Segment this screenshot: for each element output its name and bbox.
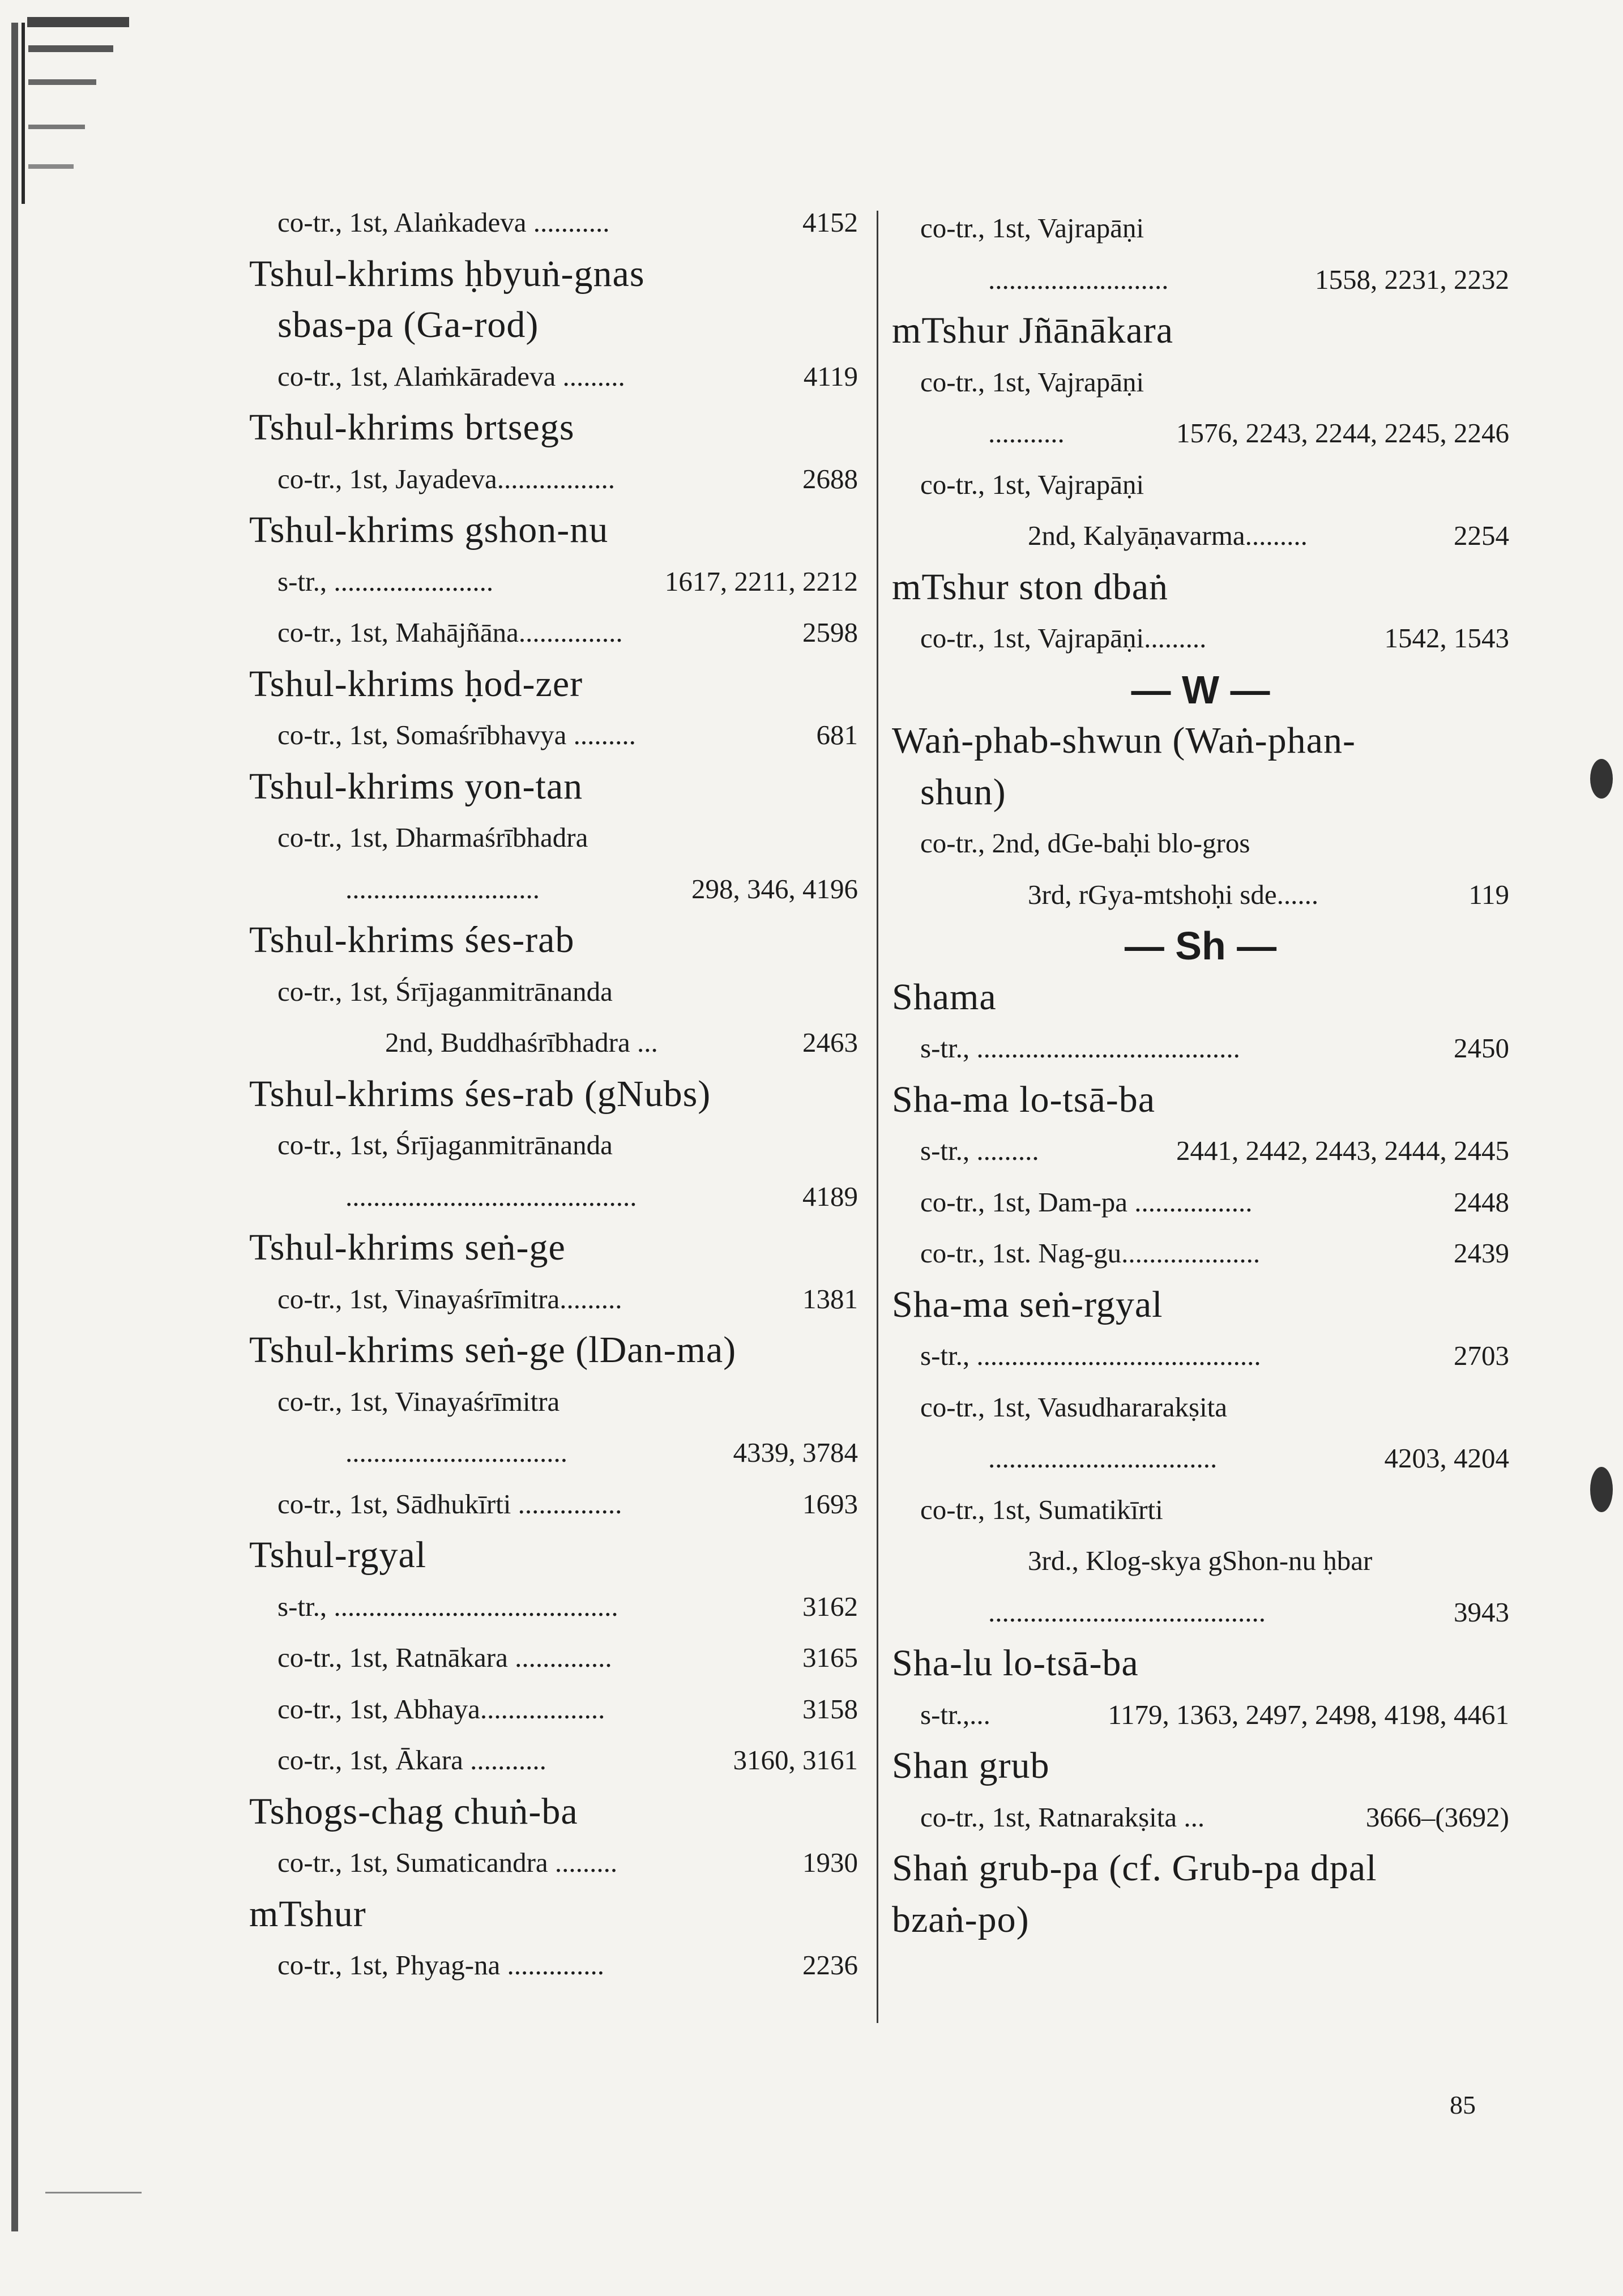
index-entry-detail <box>249 711 858 759</box>
entry-text: co-tr., 1st, Vajrapāṇi <box>920 212 1144 244</box>
entry-text: Sha-lu lo-tsā-ba <box>892 1642 1139 1684</box>
entry-text: s-tr., ......................................... <box>920 1340 1261 1371</box>
index-entry-detail <box>249 865 858 914</box>
entry-text: Tshul-khrims ḥbyuṅ-gnas <box>249 253 645 295</box>
entry-text: mTshur ston dbaṅ <box>892 566 1169 608</box>
index-entry-heading <box>249 1223 858 1272</box>
entry-text: co-tr., 1st, Ākara ........... <box>277 1744 546 1776</box>
index-entry-detail <box>892 358 1509 407</box>
index-entry-detail <box>892 1434 1509 1483</box>
entry-text: co-tr., 1st, Dharmaśrībhadra <box>277 822 588 853</box>
entry-text: 3rd., Klog-skya gShon-nu ḥbar <box>1028 1545 1373 1576</box>
entry-page-refs: 2441, 2442, 2443, 2444, 2445 <box>1176 1135 1509 1166</box>
entry-text: Shan grub <box>892 1745 1050 1786</box>
entry-page-refs: 4339, 3784 <box>733 1437 858 1468</box>
entry-text: co-tr., 1st, Sumatikīrti <box>920 1493 1163 1525</box>
index-entry-heading <box>249 1531 858 1580</box>
entry-text: ................................. <box>988 1443 1218 1474</box>
entry-text: co-tr., 1st, Vajrapāṇi <box>920 366 1144 398</box>
index-entry-heading <box>892 768 1509 817</box>
entry-text: co-tr., 1st, Vinayaśrīmitra......... <box>277 1283 622 1315</box>
index-entry-detail <box>892 255 1509 304</box>
entry-text: Tshul-khrims seṅ-ge <box>249 1227 566 1268</box>
entry-text: ................................ <box>345 1437 567 1468</box>
index-entry-detail <box>249 1172 858 1221</box>
index-entry-detail <box>249 1275 858 1324</box>
index-entry-heading <box>892 1896 1509 1944</box>
entry-page-refs: 4189 <box>802 1180 858 1212</box>
page-number: 85 <box>1450 2090 1476 2119</box>
entry-text: Waṅ-phab-shwun (Waṅ-phan- <box>892 720 1356 761</box>
index-entry-heading <box>892 716 1509 765</box>
index-entry-detail <box>249 557 858 606</box>
entry-text: co-tr., 1st, Ratnarakṣita ... <box>920 1801 1205 1833</box>
entry-text: co-tr., 1st, Dam-pa ................. <box>920 1186 1253 1218</box>
scan-blot <box>1590 1467 1613 1512</box>
entry-text: Shama <box>892 976 997 1018</box>
index-entry-heading <box>249 1890 858 1939</box>
index-entry-detail <box>892 409 1509 458</box>
index-entry-heading <box>249 1326 858 1375</box>
index-entry-detail <box>249 1121 858 1170</box>
index-entry-heading <box>892 306 1509 355</box>
entry-text: co-tr., 1st. Nag-gu.................... <box>920 1237 1261 1269</box>
index-entry-detail <box>892 1024 1509 1073</box>
entry-text: Sha-ma lo-tsā-ba <box>892 1078 1156 1120</box>
index-entry-heading <box>249 250 858 298</box>
index-entry-heading <box>249 403 858 452</box>
entry-text: co-tr., 1st, Somaśrībhavya ......... <box>277 719 636 750</box>
entry-page-refs: 1179, 1363, 2497, 2498, 4198, 4461 <box>1108 1698 1509 1730</box>
index-entry-heading <box>249 506 858 554</box>
entry-text: Tshul-rgyal <box>249 1534 427 1576</box>
index-entry-detail <box>892 1588 1509 1637</box>
index-entry-heading <box>249 301 858 349</box>
index-entry-detail <box>892 1691 1509 1739</box>
entry-page-refs: 3666–(3692) <box>1365 1801 1509 1833</box>
entry-text: co-tr., 1st, Śrījaganmitrānanda <box>277 1129 613 1160</box>
entry-text: ........... <box>988 417 1065 449</box>
entry-page-refs: 3162 <box>802 1590 858 1622</box>
index-entry-detail <box>892 1537 1509 1585</box>
index-entry-heading <box>249 916 858 965</box>
entry-text: Tshogs-chag chuṅ-ba <box>249 1790 578 1832</box>
scan-blot <box>1590 759 1613 799</box>
index-entry-detail <box>892 819 1509 868</box>
entry-text: 2nd, Buddhaśrībhadra ... <box>385 1027 658 1058</box>
index-entry-detail <box>892 614 1509 663</box>
entry-page-refs: 4203, 4204 <box>1384 1443 1509 1474</box>
index-entry-heading <box>892 1076 1509 1124</box>
entry-page-refs: 681 <box>816 719 858 750</box>
entry-text: co-tr., 1st, Ratnākara .............. <box>277 1642 612 1673</box>
column-divider <box>877 211 878 2023</box>
entry-text: Tshul-khrims śes-rab <box>249 919 575 961</box>
entry-text: — W — <box>1131 667 1270 712</box>
index-entry-detail <box>249 1633 858 1682</box>
entry-page-refs: 1542, 1543 <box>1384 622 1509 654</box>
index-entry-detail <box>892 1331 1509 1380</box>
index-entry-detail <box>249 1018 858 1067</box>
index-entry-detail <box>249 1480 858 1529</box>
index-entry-detail <box>249 352 858 401</box>
entry-text: Shaṅ grub-pa (cf. Grub-pa dpal <box>892 1847 1377 1889</box>
entry-text: shun) <box>920 771 1006 813</box>
index-entry-detail <box>249 1838 858 1887</box>
entry-text: — Sh — <box>1124 924 1277 968</box>
entry-page-refs: 1381 <box>802 1283 858 1315</box>
entry-page-refs: 1558, 2231, 2232 <box>1315 263 1509 295</box>
entry-page-refs: 4152 <box>802 207 858 238</box>
entry-text: mTshur <box>249 1893 366 1935</box>
entry-page-refs: 2688 <box>802 463 858 494</box>
entry-page-refs: 2448 <box>1454 1186 1509 1218</box>
entry-page-refs: 2598 <box>802 617 858 648</box>
entry-page-refs: 3160, 3161 <box>733 1744 858 1776</box>
entry-text: co-tr., 1st, Śrījaganmitrānanda <box>277 975 613 1007</box>
index-entry-heading <box>892 1281 1509 1329</box>
entry-page-refs: 119 <box>1468 878 1509 910</box>
entry-page-refs: 2450 <box>1454 1032 1509 1064</box>
index-entry-detail <box>249 608 858 657</box>
entry-text: co-tr., 1st, Sādhukīrti ............... <box>277 1488 622 1520</box>
entry-text: co-tr., 2nd, dGe-baḥi blo-gros <box>920 827 1250 859</box>
entry-text: s-tr.,... <box>920 1698 990 1730</box>
entry-text: Tshul-khrims yon-tan <box>249 765 583 807</box>
index-entry-detail <box>249 1736 858 1785</box>
entry-text: Tshul-khrims seṅ-ge (lDan-ma) <box>249 1329 737 1371</box>
entry-text: ........................................ <box>988 1596 1266 1628</box>
index-entry-heading <box>892 1639 1509 1688</box>
entry-text: co-tr., 1st, Sumaticandra ......... <box>277 1847 618 1878</box>
index-entry-detail <box>249 813 858 862</box>
entry-page-refs: 3943 <box>1454 1596 1509 1628</box>
entry-page-refs: 2703 <box>1454 1340 1509 1371</box>
index-entry-heading <box>892 1742 1509 1790</box>
entry-page-refs: 298, 346, 4196 <box>691 873 858 904</box>
entry-page-refs: 4119 <box>803 360 858 392</box>
index-entry-detail <box>892 1229 1509 1278</box>
entry-page-refs: 2439 <box>1454 1237 1509 1269</box>
entry-text: co-tr., 1st, Vasudhararakṣita <box>920 1391 1228 1423</box>
index-entry-heading <box>249 762 858 811</box>
entry-text: s-tr., ...................................... <box>920 1032 1240 1064</box>
entry-page-refs: 1576, 2243, 2244, 2245, 2246 <box>1176 417 1509 449</box>
entry-text: co-tr., 1st, Abhaya.................. <box>277 1693 605 1725</box>
index-entry-detail <box>249 1582 858 1631</box>
entry-text: Tshul-khrims śes-rab (gNubs) <box>249 1073 711 1115</box>
index-entry-heading <box>892 973 1509 1022</box>
entry-page-refs: 1617, 2211, 2212 <box>664 565 858 597</box>
index-entry-detail <box>892 511 1509 560</box>
entry-page-refs: 1930 <box>802 1847 858 1878</box>
entry-page-refs: 2236 <box>802 1949 858 1981</box>
entry-text: co-tr., 1st, Jayadeva................. <box>277 463 616 494</box>
entry-text: mTshur Jñānākara <box>892 310 1174 351</box>
entry-text: ............................ <box>345 873 540 904</box>
section-letter-heading <box>892 921 1509 970</box>
entry-text: s-tr., ....................... <box>277 565 494 597</box>
index-entry-detail <box>249 1377 858 1426</box>
index-entry-detail <box>892 1126 1509 1175</box>
index-entry-detail <box>892 460 1509 509</box>
entry-page-refs: 3165 <box>802 1642 858 1673</box>
section-letter-heading <box>892 665 1509 714</box>
entry-text: co-tr., 1st, Mahājñāna............... <box>277 617 623 648</box>
index-entry-detail <box>892 1793 1509 1842</box>
entry-text: Tshul-khrims brtsegs <box>249 407 575 448</box>
entry-text: co-tr., 1st, Alaṁkāradeva ......... <box>277 360 625 392</box>
index-entry-detail <box>892 1383 1509 1432</box>
entry-text: .......................................... <box>345 1180 637 1212</box>
entry-text: 3rd, rGya-mtshoḥi sde...... <box>1028 878 1319 910</box>
index-entry-detail <box>249 455 858 503</box>
entry-page-refs: 1693 <box>802 1488 858 1520</box>
index-entry-detail <box>249 1941 858 1990</box>
index-entry-detail <box>249 967 858 1016</box>
entry-text: co-tr., 1st, Vajrapāṇi......... <box>920 622 1207 654</box>
index-entry-detail <box>892 204 1509 253</box>
index-entry-detail <box>249 1428 858 1477</box>
entry-text: sbas-pa (Ga-rod) <box>277 304 539 345</box>
index-entry-detail <box>892 870 1509 919</box>
entry-text: Tshul-khrims gshon-nu <box>249 509 609 550</box>
entry-text: Sha-ma seṅ-rgyal <box>892 1283 1163 1325</box>
index-entry-detail <box>892 1486 1509 1534</box>
entry-text: Tshul-khrims ḥod-zer <box>249 663 583 705</box>
entry-page-refs: 3158 <box>802 1693 858 1725</box>
entry-text: co-tr., 1st, Vinayaśrīmitra <box>277 1385 560 1417</box>
index-entry-heading <box>249 1787 858 1836</box>
entry-page-refs: 2254 <box>1454 520 1509 551</box>
index-entry-heading <box>892 1844 1509 1893</box>
entry-text: co-tr., 1st, Phyag-na .............. <box>277 1949 605 1981</box>
entry-text: s-tr., ......................................... <box>277 1590 618 1622</box>
entry-text: bzaṅ-po) <box>892 1898 1030 1940</box>
entry-text: co-tr., 1st, Vajrapāṇi <box>920 468 1144 500</box>
entry-text: co-tr., 1st, Alaṅkadeva ........... <box>277 207 610 238</box>
index-entry-detail <box>892 1178 1509 1227</box>
index-entry-detail <box>249 198 858 247</box>
entry-text: .......................... <box>988 263 1169 295</box>
index-entry-heading <box>249 660 858 709</box>
entry-text: s-tr., ......... <box>920 1135 1039 1166</box>
index-entry-heading <box>892 563 1509 612</box>
index-entry-heading <box>249 1070 858 1119</box>
entry-text: 2nd, Kalyāṇavarma......... <box>1028 520 1308 551</box>
entry-page-refs: 2463 <box>802 1027 858 1058</box>
scan-edge-artifact <box>0 0 147 2296</box>
index-entry-detail <box>249 1685 858 1734</box>
